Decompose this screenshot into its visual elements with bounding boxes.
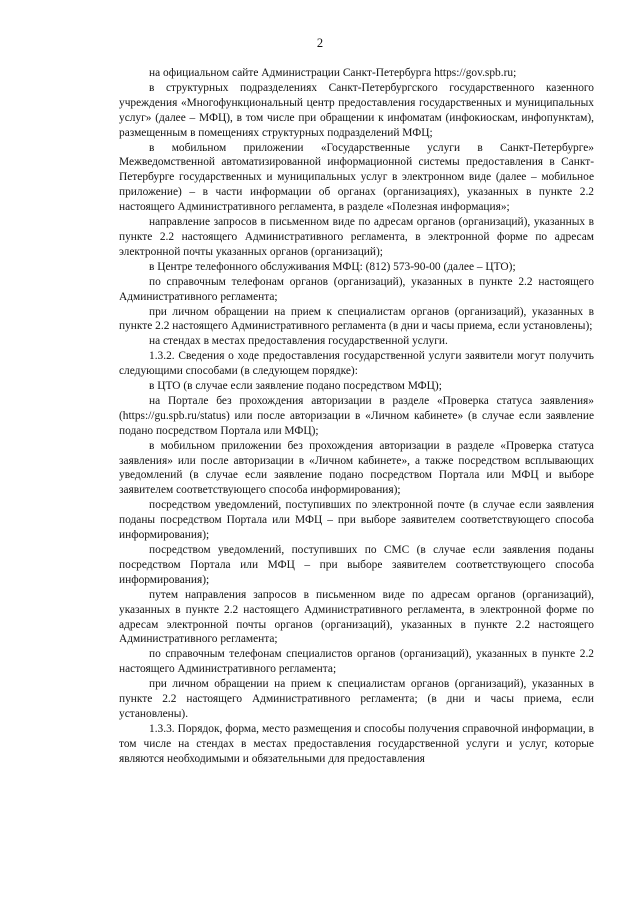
paragraph: в мобильном приложении «Государственные услуги в Санкт-Петербурге» Межведомственной автоматизированной информационной системы предоставления в Санкт-Петербурге государственных и муниципальных услуг в электронном виде (далее – мобильное приложение) – в части информации об органах (организациях), указанных в пункте 2.2 настоящего Административного регламента, в разделе «Полезная информация»; [119,141,594,214]
paragraph: 1.3.2. Сведения о ходе предоставления государственной услуги заявители могут получить следующими способами (в следующем порядке): [119,350,594,378]
paragraph: в ЦТО (в случае если заявление подано посредством МФЦ); [149,380,442,393]
document-body [119,66,594,767]
page-number: 2 [316,36,324,50]
paragraph: при личном обращении на прием к специалистам органов (организаций), указанных в пункте 2.2 настоящего Административного регламента (в дни и часы приема, если установлены); [119,305,594,333]
paragraph: 1.3.3. Порядок, форма, место размещения и способы получения справочной информации, в том числе на стендах в местах предоставления государственной услуги и услуг, которые являются необходимыми и обязательными для предоставления [119,722,594,765]
paragraph: по справочным телефонам специалистов органов (организаций), указанных в пункте 2.2 настоящего Административного регламента; [119,648,594,676]
paragraph: в структурных подразделениях Санкт-Петербургского государственного казенного учреждения «Многофункциональный центр предоставления государственных и муниципальных услуг» (далее – МФЦ), в том числе при обращении к инфоматам (инфокиоскам, инфопунктам), размещенным в помещениях структурных подразделений МФЦ; [119,81,594,139]
paragraph: на стендах в местах предоставления государственной услуги. [149,335,448,348]
paragraph: на Портале без прохождения авторизации в разделе «Проверка статуса заявления» (https://gu.spb.ru/status) или после авторизации в «Личном кабинете» (в случае если заявление подано посредством Портала или МФЦ); [119,394,594,437]
paragraph: на официальном сайте Администрации Санкт-Петербурга https://gov.spb.ru; [149,67,517,79]
paragraph: путем направления запросов в письменном виде по адресам органов (организаций), указанных в пункте 2.2 настоящего Административного регламента, в электронной форме по адресам электронной почты органов (организаций), указанных в пункте 2.2 настоящего Административного регламента; [119,588,594,646]
paragraph: направление запросов в письменном виде по адресам органов (организаций), указанных в пункте 2.2 настоящего Административного регламента, в электронной форме по адресам электронной почты указанных органов (организаций); [119,216,594,258]
paragraph: при личном обращении на прием к специалистам органов (организаций), указанных в пункте 2.2 настоящего Административного регламента; (в дни и часы приема, если установлены). [119,678,594,720]
paragraph: по справочным телефонам органов (организаций), указанных в пункте 2.2 настоящего Административного регламента; [119,275,594,303]
paragraph: посредством уведомлений, поступивших по СМС (в случае если заявления поданы посредством Портала или МФЦ – при выборе заявителем соответствующего способа информирования); [119,544,594,586]
paragraph: посредством уведомлений, поступивших по электронной почте (в случае если заявления поданы посредством Портала или МФЦ – при выборе заявителем соответствующего способа информирования); [119,499,594,542]
paragraph: в мобильном приложении без прохождения авторизации в разделе «Проверка статуса заявления» или после авторизации в «Личном кабинете», а также посредством всплывающих уведомлений (в случае если заявление подано посредством Портала или МФЦ и выборе заявителем соответствующего способа информирования); [119,439,594,497]
paragraph: в Центре телефонного обслуживания МФЦ: (812) 573-90-00 (далее – ЦТО); [149,260,516,273]
